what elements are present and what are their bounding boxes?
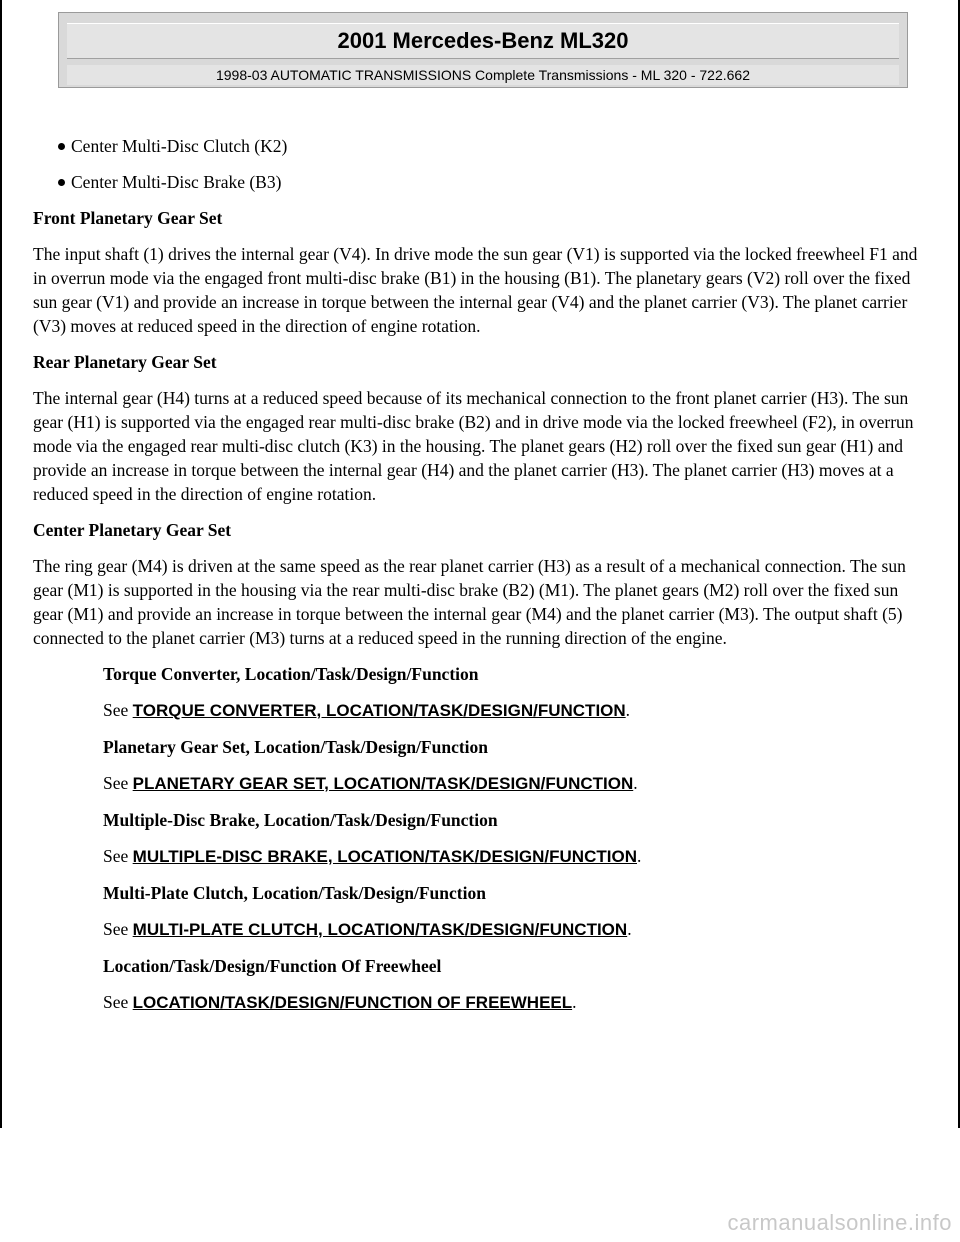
section-paragraph: The input shaft (1) drives the internal gear (V4). In drive mode the sun gear (V1) is supported via the locked freewheel F1 and in overrun mode via the engaged front multi-disc brake (B1) in the housing (B1). The planetary gears (V2) roll over the fixed sun gear (V1) and provide an increase in torque between the internal gear (V4) and the planet carrier (V3). The planet carrier (V3) moves at reduced speed in the direction of engine rotation. (33, 244, 918, 336)
header-subtitle: 1998-03 AUTOMATIC TRANSMISSIONS Complete Transmissions - ML 320 - 722.662 (67, 65, 899, 85)
header-title: 2001 Mercedes-Benz ML320 (67, 23, 899, 59)
reference-heading: Planetary Gear Set, Location/Task/Design/Function (103, 737, 489, 757)
reference-link[interactable]: MULTI-PLATE CLUTCH, LOCATION/TASK/DESIGN/FUNCTION (132, 920, 628, 939)
bullet-icon (58, 179, 65, 186)
page-header (58, 12, 908, 88)
section-paragraph: The ring gear (M4) is driven at the same speed as the rear planet carrier (H3) as a result of a mechanical connection. The sun gear (M1) is supported in the housing via the rear multi-disc brake (B2) (M1). The planet gears (M2) roll over the fixed sun gear (M1) and provide an increase in torque between the internal gear (M4) and the planet carrier (M3). The output shaft (5) connected to the planet carrier (M3) turns at a reduced speed in the running direction of the engine. (33, 556, 906, 648)
section-heading: Center Planetary Gear Set (33, 520, 232, 540)
section-heading: Rear Planetary Gear Set (33, 352, 217, 372)
reference-heading: Multi-Plate Clutch, Location/Task/Design/Function (103, 883, 486, 903)
reference-heading: Multiple-Disc Brake, Location/Task/Design/Function (103, 810, 498, 830)
reference-link[interactable]: TORQUE CONVERTER, LOCATION/TASK/DESIGN/FUNCTION (132, 701, 626, 720)
reference-line: See MULTI-PLATE CLUTCH, LOCATION/TASK/DESIGN/FUNCTION. (103, 919, 632, 939)
reference-heading: Location/Task/Design/Function Of Freewheel (103, 956, 442, 976)
watermark: carmanualsonline.info (727, 1210, 952, 1235)
reference-link[interactable]: LOCATION/TASK/DESIGN/FUNCTION OF FREEWHEEL (132, 993, 573, 1012)
reference-line: See MULTIPLE-DISC BRAKE, LOCATION/TASK/DESIGN/FUNCTION. (103, 846, 642, 866)
reference-list (33, 662, 923, 1015)
page-frame-left (0, 0, 2, 1128)
reference-heading: Torque Converter, Location/Task/Design/Function (103, 664, 479, 684)
bullet-list (33, 134, 923, 194)
reference-line: See TORQUE CONVERTER, LOCATION/TASK/DESIGN/FUNCTION. (103, 700, 631, 720)
reference-line: See PLANETARY GEAR SET, LOCATION/TASK/DESIGN/FUNCTION. (103, 773, 638, 793)
section-paragraph: The internal gear (H4) turns at a reduced speed because of its mechanical connection to the front planet carrier (H3). The sun gear (H1) is supported via the engaged rear multi-disc brake (B2) and in drive mode via the locked freewheel (F2), in overrun mode via the engaged rear multi-disc clutch (K3) in the housing. The planet gears (H2) roll over the fixed sun gear (H1) and provide an increase in torque between the internal gear (H4) and the planet carrier (H3). The planet carrier (H3) moves at a reduced speed in the direction of engine rotation. (33, 388, 914, 504)
list-item: Center Multi-Disc Clutch (K2) (71, 134, 923, 158)
reference-link[interactable]: PLANETARY GEAR SET, LOCATION/TASK/DESIGN/FUNCTION (132, 774, 634, 793)
reference-line: See LOCATION/TASK/DESIGN/FUNCTION OF FREEWHEEL. (103, 992, 577, 1012)
reference-link[interactable]: MULTIPLE-DISC BRAKE, LOCATION/TASK/DESIGN/FUNCTION (132, 847, 637, 866)
list-item: Center Multi-Disc Brake (B3) (71, 170, 923, 194)
bullet-icon (58, 143, 65, 150)
document-body (33, 134, 923, 1027)
section-heading: Front Planetary Gear Set (33, 208, 223, 228)
